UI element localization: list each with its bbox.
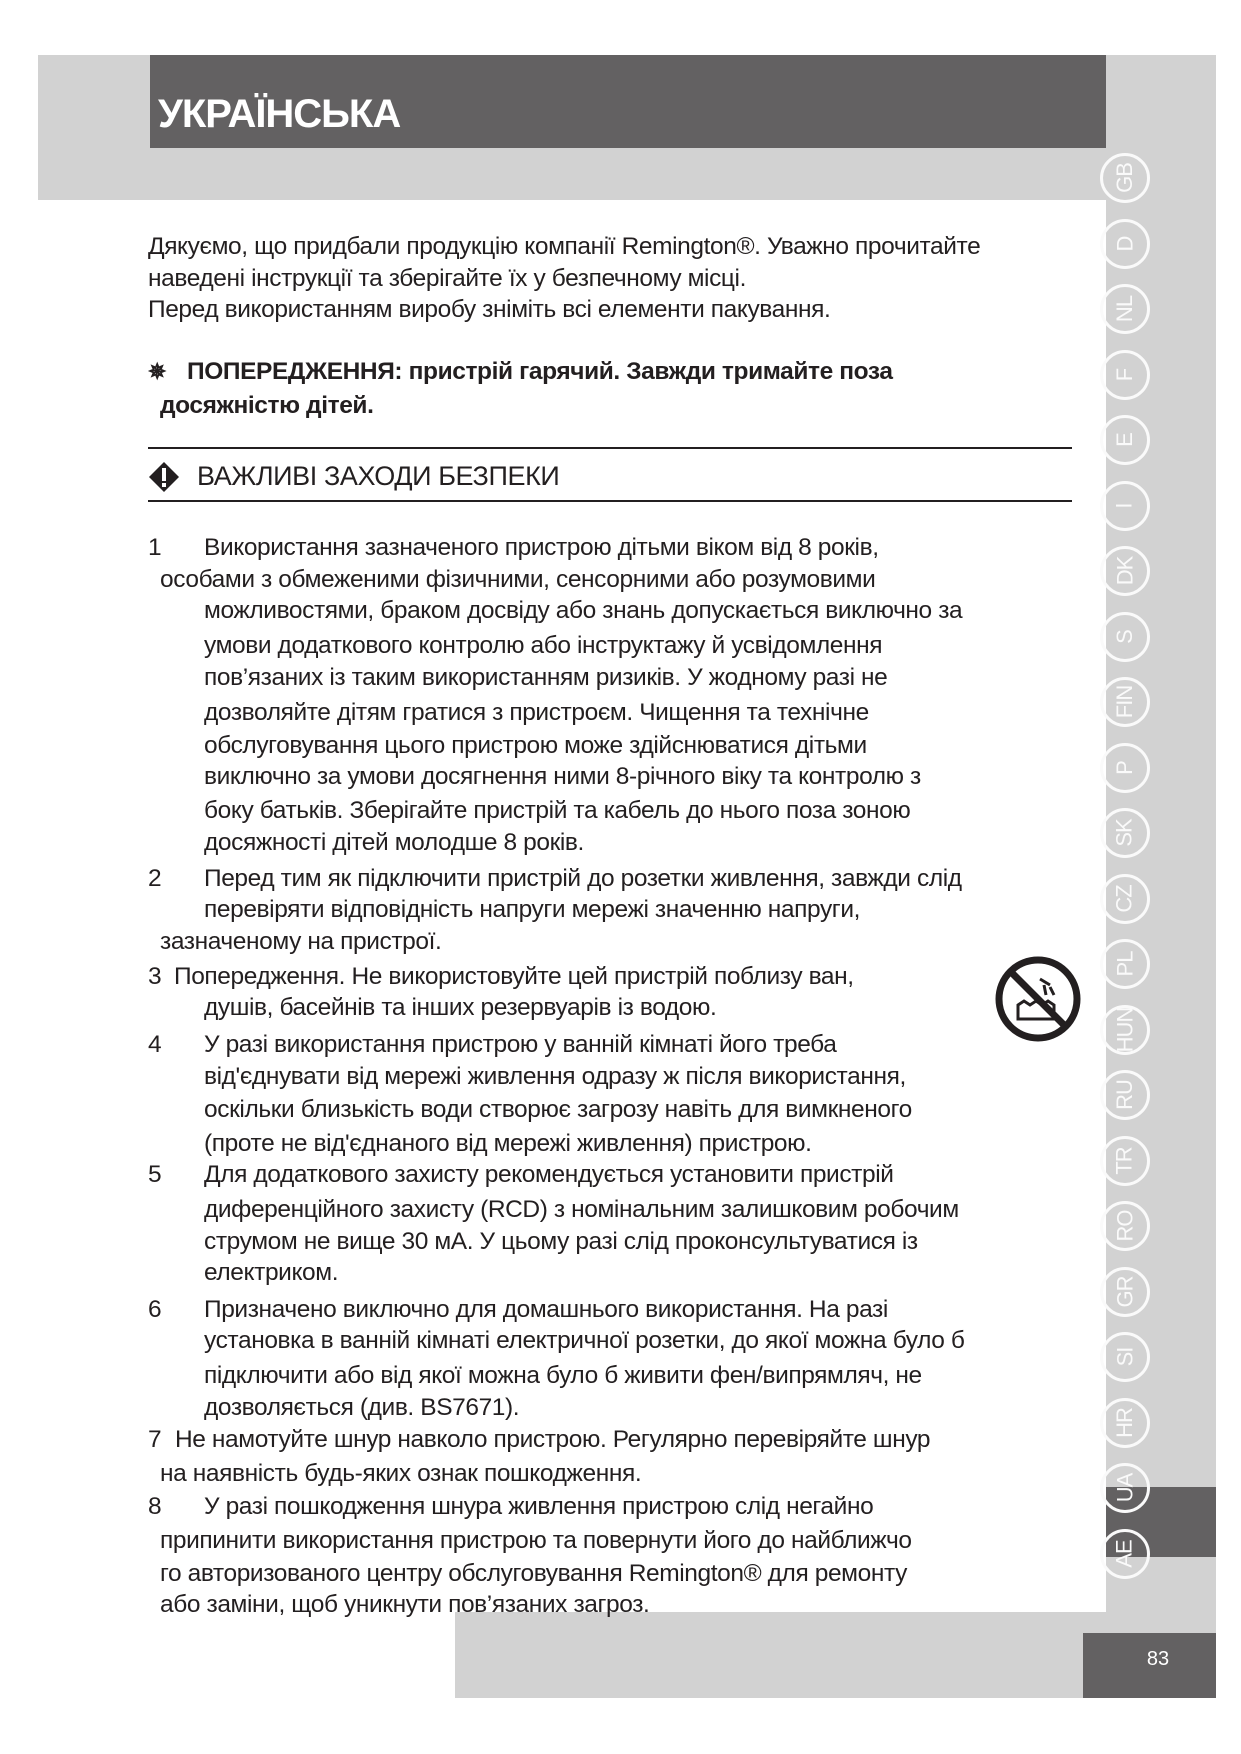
intro-line: Перед використанням виробу зніміть всі елементи пакування. <box>148 296 831 323</box>
item-line: обслуговування цього пристрою може здійснюватися дітьми <box>204 732 867 759</box>
item-line: оскільки близькість води створює загрозу навіть для вимкненого <box>204 1096 912 1123</box>
item-number: 7 <box>148 1426 162 1453</box>
item-number: 1 <box>148 534 162 561</box>
warning-line: досяжністю дітей. <box>160 392 374 419</box>
language-tab-p[interactable] <box>1100 743 1150 793</box>
footer-band <box>455 1612 1155 1698</box>
language-tab-label: TR <box>1111 1146 1137 1175</box>
item-line: боку батьків. Зберігайте пристрій та кабель до нього поза зоною <box>204 797 911 824</box>
warning-line: ПОПЕРЕДЖЕННЯ: пристрій гарячий. Завжди тримайте поза <box>187 358 893 385</box>
language-tab-label: SK <box>1111 819 1137 847</box>
item-line: електриком. <box>204 1259 339 1286</box>
language-tab-ru[interactable] <box>1100 1070 1150 1120</box>
item-number: 6 <box>148 1296 162 1323</box>
item-number: 3 <box>148 963 162 990</box>
item-number: 5 <box>148 1161 162 1188</box>
language-tab-label: E <box>1112 433 1137 447</box>
item-line: У разі пошкодження шнура живлення пристрою слід негайно <box>204 1493 874 1520</box>
language-tab-label: AE <box>1111 1539 1137 1568</box>
language-tab-nl[interactable] <box>1100 284 1150 334</box>
item-line: го авторизованого центру обслуговування Remington® для ремонту <box>160 1560 907 1587</box>
item-number: 2 <box>148 865 162 892</box>
item-line: дозволяється (див. BS7671). <box>204 1394 520 1421</box>
item-number: 4 <box>148 1031 162 1058</box>
item-line: Перед тим як підключити пристрій до розетки живлення, завжди слід <box>204 865 962 892</box>
item-number: 8 <box>148 1493 162 1520</box>
divider <box>148 500 1072 502</box>
language-tab-label: HUN <box>1112 1007 1138 1052</box>
language-tab-ae[interactable] <box>1100 1529 1150 1579</box>
language-tab-sk[interactable] <box>1100 808 1150 858</box>
divider <box>148 447 1072 449</box>
item-line: перевіряти відповідність напруги мережі значенню напруги, <box>204 896 861 923</box>
language-tab-label: I <box>1112 502 1137 509</box>
item-line: струмом не вище 30 мА. У цьому разі слід проконсультуватися із <box>204 1228 918 1255</box>
item-line: Для додаткового захисту рекомендується установити пристрій <box>204 1161 894 1188</box>
language-tab-label: GB <box>1111 163 1137 193</box>
language-tab-pl[interactable] <box>1100 939 1150 989</box>
item-line: Попередження. Не використовуйте цей пристрій поблизу ван, <box>174 963 854 990</box>
language-tab-label: FIN <box>1111 685 1137 719</box>
hot-surface-icon: ✵ <box>148 359 167 384</box>
language-tab-label: HR <box>1112 1407 1137 1438</box>
language-tab-gr[interactable] <box>1100 1267 1150 1317</box>
warning-diamond-icon <box>148 461 180 493</box>
language-tab-label: S <box>1112 629 1137 644</box>
item-line: душів, басейнів та інших резервуарів із водою. <box>204 994 717 1021</box>
item-line: від'єднувати від мережі живлення одразу ж після використання, <box>204 1063 906 1090</box>
item-line: зазначеному на пристрої. <box>160 928 442 955</box>
item-line: або заміни, щоб уникнути пов’язаних загроз. <box>160 1591 650 1618</box>
language-tab-tr[interactable] <box>1100 1136 1150 1186</box>
item-line: установка в ванній кімнаті електричної розетки, до якої можна було б <box>204 1327 965 1354</box>
item-line: Призначено виключно для домашнього використання. На разі <box>204 1296 888 1323</box>
language-tab-f[interactable] <box>1100 350 1150 400</box>
language-tab-hr[interactable] <box>1100 1398 1150 1448</box>
section-heading: ВАЖЛИВІ ЗАХОДИ БЕЗПЕКИ <box>197 461 560 491</box>
item-line: можливостями, браком досвіду або знань допускається виключно за <box>204 597 963 624</box>
intro-line: наведені інструкції та зберігайте їх у безпечному місці. <box>148 265 747 292</box>
item-line: Не намотуйте шнур навколо пристрою. Регулярно перевіряйте шнур <box>175 1426 931 1453</box>
page-number: 83 <box>1146 1648 1170 1670</box>
item-line: пов’язаних із таким використанням ризиків. У жодному разі не <box>204 664 888 691</box>
item-line: виключно за умови досягнення ними 8-річного віку та контролю з <box>204 763 921 790</box>
item-line: досяжності дітей молодше 8 років. <box>204 829 584 856</box>
language-tab-label: SI <box>1111 1347 1137 1367</box>
item-line: дозволяйте дітям гратися з пристроєм. Чищення та технічне <box>204 699 869 726</box>
language-tab-label: F <box>1111 368 1137 381</box>
item-line: Використання зазначеного пристрою дітьми віком від 8 років, <box>204 534 879 561</box>
language-tab-dk[interactable] <box>1100 546 1150 596</box>
item-line: підключити або від якої можна було б живити фен/випрямляч, не <box>204 1362 922 1389</box>
language-tab-i[interactable] <box>1100 481 1150 531</box>
language-tab-label: NL <box>1112 295 1137 323</box>
item-line: У разі використання пристрою у ванній кімнаті його треба <box>204 1031 837 1058</box>
no-bath-icon <box>994 955 1082 1043</box>
language-tab-label: PL <box>1111 951 1137 977</box>
item-line: припинити використання пристрою та повернути його до найближчо <box>160 1527 912 1554</box>
language-tab-label: P <box>1112 760 1137 775</box>
language-tab-e[interactable] <box>1100 415 1150 465</box>
language-tab-label: RO <box>1112 1210 1137 1242</box>
language-tab-cz[interactable] <box>1100 874 1150 924</box>
language-tab-label: D <box>1111 236 1137 251</box>
intro-line: Дякуємо, що придбали продукцію компанії Remington®. Уважно прочитайте <box>148 233 981 260</box>
language-tab-gb[interactable] <box>1100 153 1150 203</box>
language-tab-hun[interactable] <box>1100 1005 1150 1055</box>
language-tab-label: UA <box>1112 1473 1137 1503</box>
item-line: (проте не від'єднаного від мережі живлення) пристрою. <box>204 1130 812 1157</box>
language-tab-label: GR <box>1112 1276 1137 1307</box>
language-tab-label: DK <box>1112 556 1137 586</box>
language-tab-label: RU <box>1112 1080 1137 1110</box>
language-tab-ua[interactable] <box>1100 1463 1150 1513</box>
page-title: УКРАЇНСЬКА <box>158 92 401 136</box>
item-line: на наявність будь-яких ознак пошкодження. <box>160 1460 642 1487</box>
language-tab-ro[interactable] <box>1100 1201 1150 1251</box>
language-tab-fin[interactable] <box>1100 677 1150 727</box>
item-line: диференційного захисту (RCD) з номінальним залишковим робочим <box>204 1196 959 1223</box>
item-line: умови додаткового контролю або інструктажу й усвідомлення <box>204 632 883 659</box>
language-tab-label: CZ <box>1111 884 1137 913</box>
language-tab-si[interactable] <box>1100 1332 1150 1382</box>
language-tab-s[interactable] <box>1100 612 1150 662</box>
language-tab-d[interactable] <box>1100 219 1150 269</box>
item-line: особами з обмеженими фізичними, сенсорними або розумовими <box>160 566 876 593</box>
